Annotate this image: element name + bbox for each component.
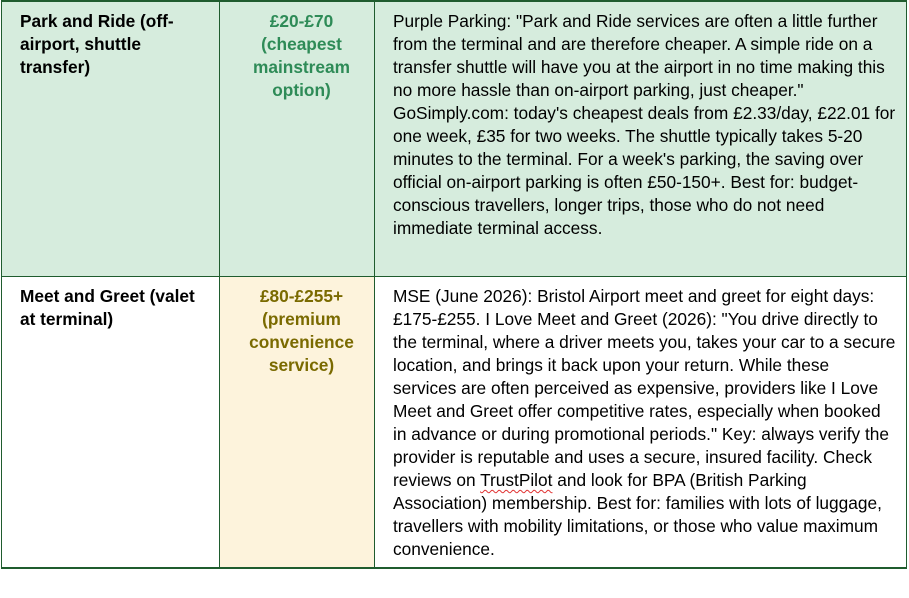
parking-comparison-table bbox=[1, 0, 907, 569]
price-range-cell: £80-£255+ (premium convenience service) bbox=[220, 277, 375, 569]
notes-text: MSE (June 2026): Bristol Airport meet and greet for eight days: £175-£255. I Love Meet and Greet (2026): "You drive directly to the terminal, where a driver meets you, takes your car to a secure location, and brings it back upon your return. While these services are often perceived as expensive, providers like I Love Meet and Greet offer competitive rates, especially when booked in advance or during promotional periods." Key: always verify the provider is reputable and uses a secure, insured facility. Check reviews on bbox=[393, 286, 896, 490]
price-range-cell: £20-£70 (cheapest mainstream option) bbox=[220, 1, 375, 277]
notes-cell: Purple Parking: "Park and Ride services are often a little further from the terminal and are therefore cheaper. A simple ride on a transfer shuttle will have you at the airport in no time making this no more hassle than on-airport parking, just cheaper." GoSimply.com: today's cheapest deals from £2.33/day, £22.01 for one week, £35 for two weeks. The shuttle typically takes 5-20 minutes to the terminal. For a week's parking, the saving over official on-airport parking is often £50-150+. Best for: budget-conscious travellers, longer trips, those who do not need immediate terminal access. bbox=[375, 1, 907, 277]
spelling-flagged-word[interactable]: TrustPilot bbox=[480, 470, 553, 490]
notes-cell bbox=[375, 277, 907, 569]
parking-type-cell: Meet and Greet (valet at terminal) bbox=[2, 277, 220, 569]
table-row bbox=[2, 277, 907, 569]
notes-text: and look for BPA (British Parking Association) membership. Best for: families with lots of luggage, travellers with mobility limitations, or those who value maximum convenience. bbox=[393, 470, 882, 559]
parking-type-cell: Park and Ride (off-airport, shuttle transfer) bbox=[2, 1, 220, 277]
table-row bbox=[2, 1, 907, 277]
